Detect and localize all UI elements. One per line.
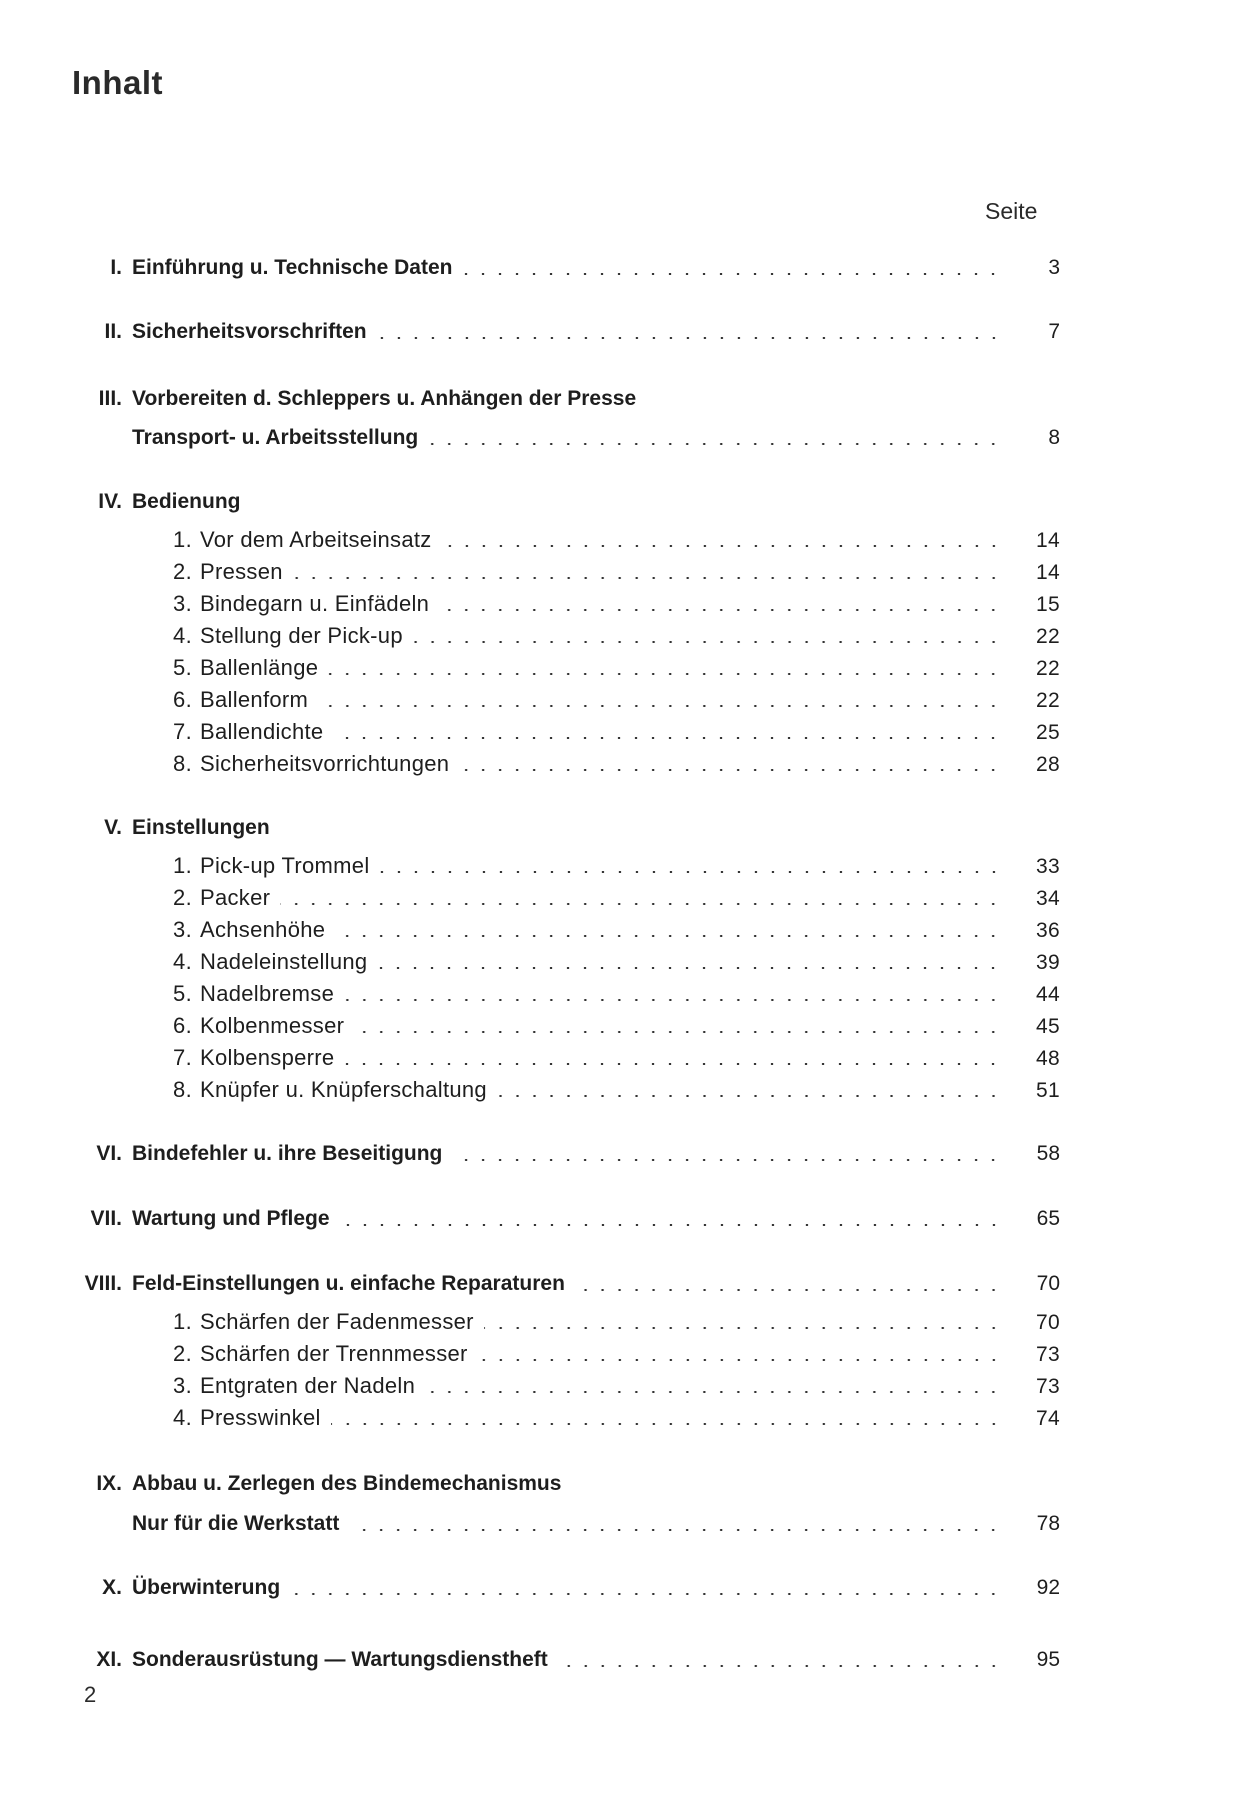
section-number: X. xyxy=(102,1576,122,1599)
item-number: 5. xyxy=(173,655,192,680)
toc-subentry-4-6[interactable] xyxy=(80,684,1060,716)
page-number: 22 xyxy=(1036,625,1060,648)
page-number: 7 xyxy=(1048,320,1060,343)
page-number: 45 xyxy=(1036,1015,1060,1038)
dot-leader xyxy=(280,903,1002,905)
page-title: Inhalt xyxy=(72,64,163,101)
dot-leader xyxy=(377,967,1002,969)
page-number: 95 xyxy=(1036,1648,1060,1671)
dot-leader xyxy=(428,443,1002,445)
page-number: 58 xyxy=(1036,1142,1060,1165)
item-title: Presswinkel xyxy=(200,1405,321,1430)
toc-subentry-4-5[interactable] xyxy=(80,652,1060,684)
dot-leader xyxy=(497,1095,1002,1097)
item-title: Kolbensperre xyxy=(200,1045,335,1070)
toc-entry-9-line1[interactable] xyxy=(80,1468,1060,1500)
toc-subentry-4-1[interactable] xyxy=(80,524,1060,556)
item-title: Packer xyxy=(200,885,271,910)
dot-leader xyxy=(478,1359,1002,1361)
toc-subentry-4-4[interactable] xyxy=(80,620,1060,652)
toc-entry-3-line2[interactable] xyxy=(80,422,1060,454)
item-number: 4. xyxy=(173,949,192,974)
section-title: Einführung u. Technische Daten xyxy=(132,256,453,279)
toc-entry-5[interactable] xyxy=(80,812,1060,844)
page-number: 51 xyxy=(1036,1079,1060,1102)
dot-leader xyxy=(328,673,1002,675)
toc-entry-4[interactable] xyxy=(80,486,1060,518)
dot-leader xyxy=(377,337,1002,339)
section-title: Bedienung xyxy=(132,490,241,513)
page-number: 14 xyxy=(1036,529,1060,552)
toc-subentry-8-1[interactable] xyxy=(80,1306,1060,1338)
section-title: Bindefehler u. ihre Beseitigung xyxy=(132,1142,443,1165)
section-number: I. xyxy=(110,256,122,279)
section-number: VII. xyxy=(90,1207,122,1230)
item-number: 7. xyxy=(173,1045,192,1070)
section-number: VIII. xyxy=(84,1272,122,1295)
section-title: Wartung und Pflege xyxy=(132,1207,330,1230)
page-number: 78 xyxy=(1036,1512,1060,1535)
toc-entry-11[interactable] xyxy=(80,1644,1060,1676)
item-title: Ballenform xyxy=(200,687,309,712)
item-number: 6. xyxy=(173,687,192,712)
toc-subentry-5-6[interactable] xyxy=(80,1010,1060,1042)
item-number: 6. xyxy=(173,1013,192,1038)
item-title: Nadelbremse xyxy=(200,981,335,1006)
dot-leader xyxy=(459,769,1002,771)
section-number: III. xyxy=(98,387,122,410)
dot-leader xyxy=(333,737,1002,739)
item-title: Schärfen der Fadenmesser xyxy=(200,1309,474,1334)
toc-subentry-5-4[interactable] xyxy=(80,946,1060,978)
dot-leader xyxy=(425,1391,1002,1393)
item-number: 7. xyxy=(173,719,192,744)
dot-leader xyxy=(558,1665,1002,1667)
section-number: II. xyxy=(104,320,122,343)
item-number: 1. xyxy=(173,527,192,552)
item-number: 4. xyxy=(173,623,192,648)
section-title-continued: Nur für die Werkstatt xyxy=(132,1512,340,1535)
page-number: 28 xyxy=(1036,753,1060,776)
item-number: 8. xyxy=(173,1077,192,1102)
dot-leader xyxy=(344,999,1002,1001)
toc-subentry-8-2[interactable] xyxy=(80,1338,1060,1370)
dot-leader xyxy=(413,641,1002,643)
toc-entry-6[interactable] xyxy=(80,1138,1060,1170)
dot-leader xyxy=(462,273,1002,275)
item-number: 3. xyxy=(173,591,192,616)
item-title: Pressen xyxy=(200,559,283,584)
toc-entry-1[interactable] xyxy=(80,252,1060,284)
page-number: 8 xyxy=(1048,426,1060,449)
item-title: Achsenhöhe xyxy=(200,917,326,942)
section-title: Abbau u. Zerlegen des Bindemechanismus xyxy=(132,1472,562,1495)
page-number: 70 xyxy=(1036,1311,1060,1334)
toc-subentry-8-4[interactable] xyxy=(80,1402,1060,1434)
toc-subentry-8-3[interactable] xyxy=(80,1370,1060,1402)
page-number: 44 xyxy=(1036,983,1060,1006)
toc-entry-7[interactable] xyxy=(80,1203,1060,1235)
section-title: Sicherheitsvorschriften xyxy=(132,320,367,343)
page-number: 33 xyxy=(1036,855,1060,878)
item-title: Sicherheitsvorrichtungen xyxy=(200,751,450,776)
item-number: 2. xyxy=(173,1341,192,1366)
toc-subentry-5-1[interactable] xyxy=(80,850,1060,882)
item-title: Knüpfer u. Knüpferschaltung xyxy=(200,1077,487,1102)
page-number: 70 xyxy=(1036,1272,1060,1295)
toc-entry-10[interactable] xyxy=(80,1572,1060,1604)
page-number: 22 xyxy=(1036,689,1060,712)
page-number: 48 xyxy=(1036,1047,1060,1070)
toc-subentry-5-2[interactable] xyxy=(80,882,1060,914)
dot-leader xyxy=(318,705,1002,707)
section-number: VI. xyxy=(96,1142,122,1165)
item-number: 4. xyxy=(173,1405,192,1430)
item-number: 3. xyxy=(173,917,192,942)
toc-entry-8[interactable] xyxy=(80,1268,1060,1300)
item-number: 3. xyxy=(173,1373,192,1398)
item-number: 2. xyxy=(173,559,192,584)
item-title: Entgraten der Nadeln xyxy=(200,1373,416,1398)
page-number: 73 xyxy=(1036,1375,1060,1398)
item-number: 2. xyxy=(173,885,192,910)
toc-entry-2[interactable] xyxy=(80,316,1060,348)
dot-leader xyxy=(484,1327,1002,1329)
page-number: 25 xyxy=(1036,721,1060,744)
toc-entry-9-line2[interactable] xyxy=(80,1508,1060,1540)
section-title: Sonderausrüstung — Wartungsdienstheft xyxy=(132,1648,548,1671)
page-number: 73 xyxy=(1036,1343,1060,1366)
item-number: 1. xyxy=(173,1309,192,1334)
toc-subentry-5-5[interactable] xyxy=(80,978,1060,1010)
section-number: IX. xyxy=(96,1472,122,1495)
page-number: 36 xyxy=(1036,919,1060,942)
page-column-header: Seite xyxy=(985,198,1038,224)
page-number: 3 xyxy=(1048,256,1060,279)
page-number: 15 xyxy=(1036,593,1060,616)
item-title: Ballendichte xyxy=(200,719,324,744)
page-number: 39 xyxy=(1036,951,1060,974)
section-title: Feld-Einstellungen u. einfache Reparaturen xyxy=(132,1272,565,1295)
toc-subentry-4-2[interactable] xyxy=(80,556,1060,588)
toc-subentry-4-3[interactable] xyxy=(80,588,1060,620)
toc-subentry-5-7[interactable] xyxy=(80,1042,1060,1074)
item-title: Stellung der Pick-up xyxy=(200,623,403,648)
section-number: XI. xyxy=(96,1648,122,1671)
section-title-continued: Transport- u. Arbeitsstellung xyxy=(132,426,419,449)
section-title: Überwinterung xyxy=(132,1576,281,1599)
page-number: 34 xyxy=(1036,887,1060,910)
section-number: IV. xyxy=(98,490,122,513)
item-number: 8. xyxy=(173,751,192,776)
item-number: 5. xyxy=(173,981,192,1006)
page-number: 14 xyxy=(1036,561,1060,584)
dot-leader xyxy=(331,1423,1002,1425)
dot-leader xyxy=(340,1224,1002,1226)
toc-entry-3-line1[interactable] xyxy=(80,383,1060,415)
item-title: Pick-up Trommel xyxy=(200,853,370,878)
page-number: 74 xyxy=(1036,1407,1060,1430)
item-title: Kolbenmesser xyxy=(200,1013,345,1038)
dot-leader xyxy=(442,545,1002,547)
dot-leader xyxy=(344,1063,1002,1065)
section-title: Einstellungen xyxy=(132,816,270,839)
dot-leader xyxy=(290,1593,1002,1595)
item-title: Nadeleinstellung xyxy=(200,949,368,974)
page-number: 65 xyxy=(1036,1207,1060,1230)
item-title: Ballenlänge xyxy=(200,655,319,680)
toc-subentry-4-8[interactable] xyxy=(80,748,1060,780)
page-number: 22 xyxy=(1036,657,1060,680)
page-number: 92 xyxy=(1036,1576,1060,1599)
item-title: Vor dem Arbeitseinsatz xyxy=(200,527,432,552)
toc-subentry-5-8[interactable] xyxy=(80,1074,1060,1106)
section-title: Vorbereiten d. Schleppers u. Anhängen der Presse xyxy=(132,387,637,410)
dot-leader xyxy=(575,1289,1002,1291)
dot-leader xyxy=(380,871,1002,873)
item-title: Schärfen der Trennmesser xyxy=(200,1341,468,1366)
item-title: Bindegarn u. Einfädeln xyxy=(200,591,430,616)
item-number: 1. xyxy=(173,853,192,878)
dot-leader xyxy=(293,577,1002,579)
dot-leader xyxy=(349,1529,1002,1531)
dot-leader xyxy=(335,935,1002,937)
dot-leader xyxy=(452,1159,1002,1161)
footer-page-number: 2 xyxy=(84,1682,97,1707)
dot-leader xyxy=(354,1031,1002,1033)
section-number: V. xyxy=(104,816,122,839)
toc-subentry-4-7[interactable] xyxy=(80,716,1060,748)
dot-leader xyxy=(439,609,1002,611)
toc-subentry-5-3[interactable] xyxy=(80,914,1060,946)
